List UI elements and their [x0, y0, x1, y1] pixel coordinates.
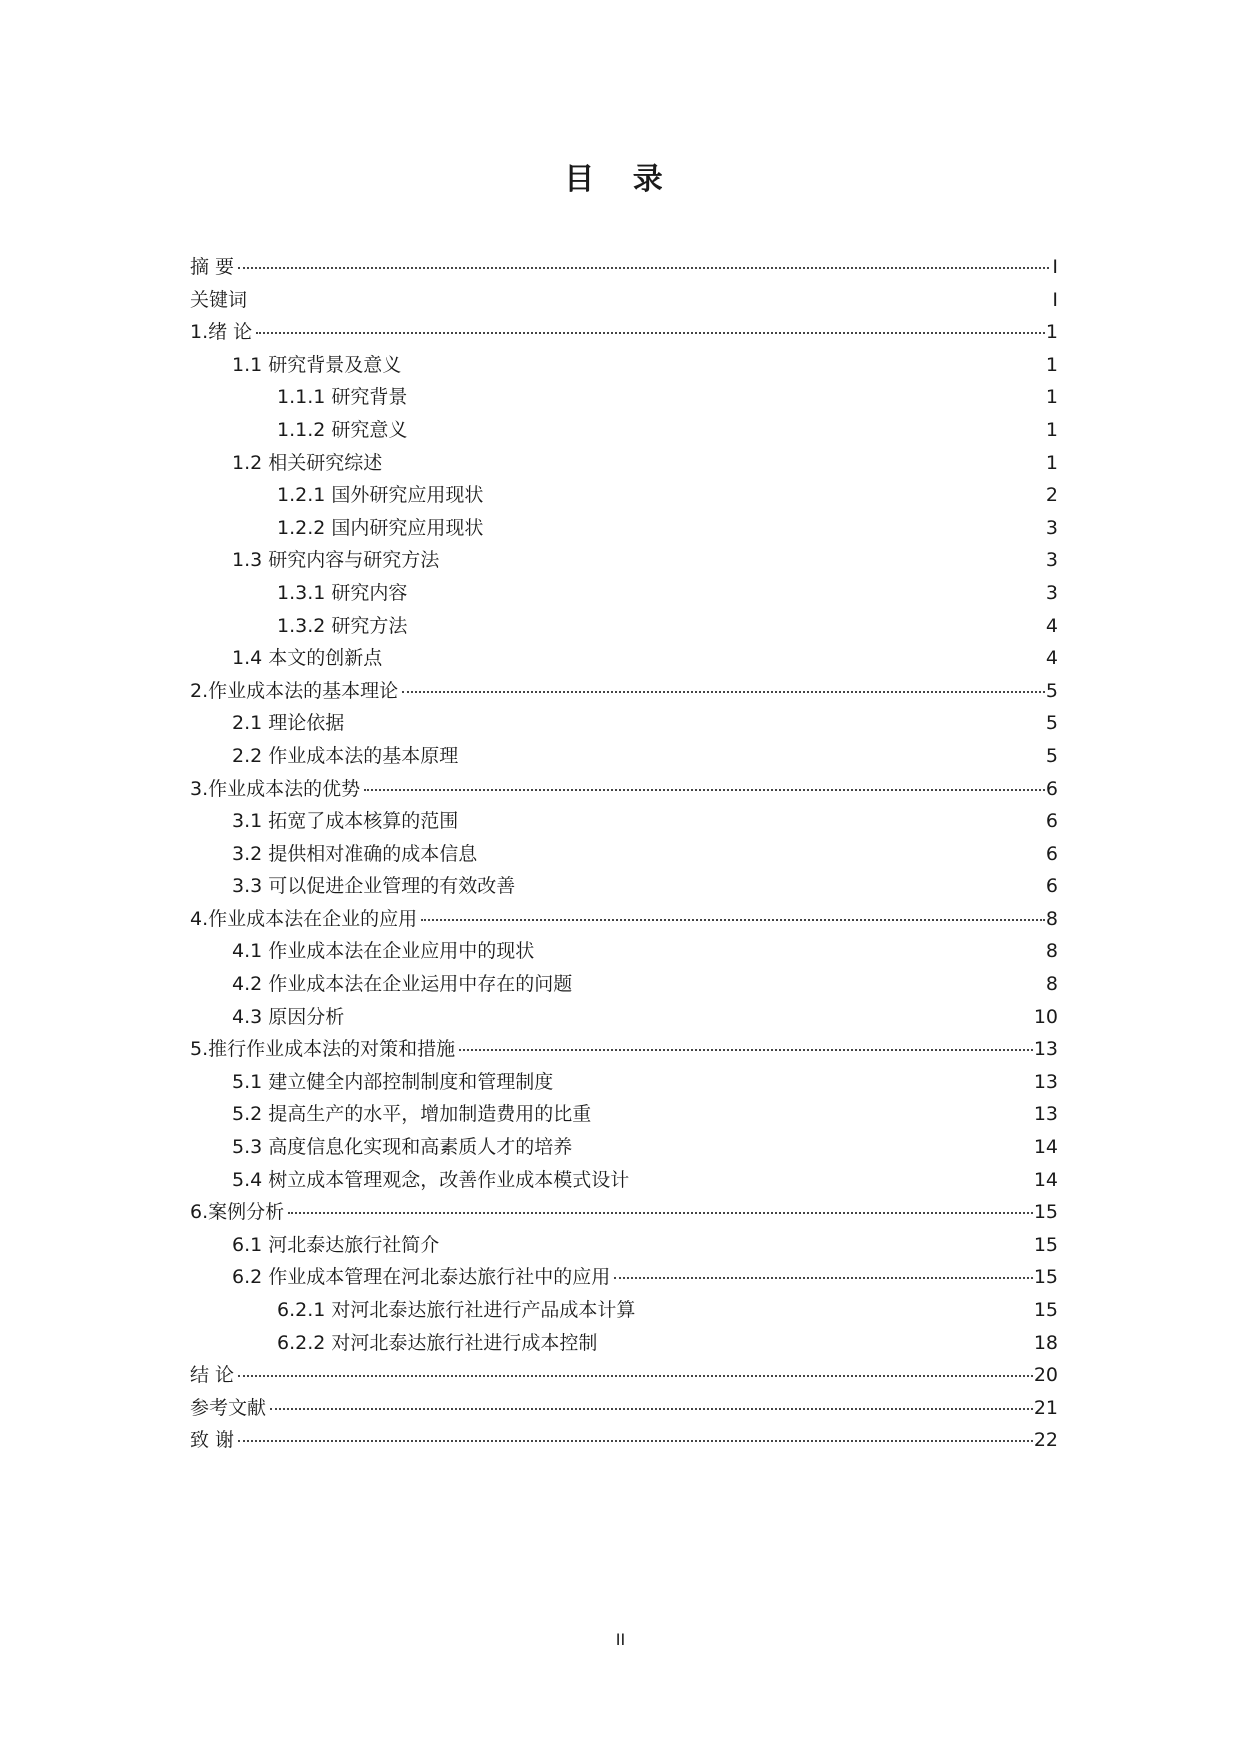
toc-entry-page: 3 — [1045, 549, 1058, 572]
dot-leader — [238, 267, 1049, 269]
toc-entry-page: 5 — [1045, 679, 1058, 702]
toc-entry[interactable] — [190, 610, 1058, 643]
toc-entry-label: 3.1 拓宽了成本核算的范围 — [232, 810, 459, 833]
toc-entry-page: 8 — [1045, 907, 1058, 930]
toc-entry-label: 1.1.2 研究意义 — [277, 418, 408, 441]
toc-entry-page: 6 — [1045, 810, 1058, 833]
toc-entry[interactable] — [190, 381, 1058, 414]
toc-entry[interactable] — [190, 805, 1058, 838]
toc-entry-label: 摘 要 — [190, 256, 235, 278]
toc-entry-label: 1.2.1 国外研究应用现状 — [277, 484, 484, 507]
toc-entry-page: 4 — [1045, 647, 1058, 670]
toc-entry[interactable] — [190, 1229, 1058, 1262]
dot-leader — [270, 1408, 1033, 1410]
toc-entry[interactable] — [190, 1098, 1058, 1131]
toc-entry-page: 1 — [1045, 321, 1058, 344]
toc-entry[interactable] — [190, 675, 1058, 708]
dot-leader — [288, 1212, 1033, 1214]
toc-entry-page: 4 — [1045, 614, 1058, 637]
toc-entry[interactable] — [190, 773, 1058, 806]
toc-entry-label: 4.1 作业成本法在企业应用中的现状 — [232, 940, 535, 963]
toc-entry-label: 1.1 研究背景及意义 — [232, 353, 402, 376]
toc-entry-page: 1 — [1045, 386, 1058, 409]
toc-entry[interactable] — [190, 1327, 1058, 1360]
toc-entry-page: 8 — [1045, 973, 1058, 996]
toc-entry[interactable] — [190, 1033, 1058, 1066]
toc-entry-label: 3.作业成本法的优势 — [190, 777, 361, 800]
toc-entry[interactable] — [190, 1131, 1058, 1164]
toc-entry[interactable] — [190, 642, 1058, 675]
toc-entry-label: 6.2 作业成本管理在河北泰达旅行社中的应用 — [232, 1266, 611, 1289]
toc-entry[interactable] — [190, 1066, 1058, 1099]
toc-entry-label: 1.2 相关研究综述 — [232, 451, 383, 474]
toc-entry-page: 5 — [1045, 712, 1058, 735]
toc-entry-label: 6.2.1 对河北泰达旅行社进行产品成本计算 — [277, 1299, 636, 1321]
toc-entry-page: 20 — [1033, 1364, 1058, 1387]
toc-entry-page: 2 — [1045, 484, 1058, 507]
toc-entry-page: 22 — [1033, 1429, 1058, 1452]
toc-entry[interactable] — [190, 544, 1058, 577]
toc-entry[interactable] — [190, 251, 1058, 284]
toc-entry-page: 15 — [1033, 1299, 1058, 1321]
toc-entry-page: 3 — [1045, 516, 1058, 539]
toc-entry-page: 5 — [1045, 744, 1058, 767]
toc-entry-page: 14 — [1033, 1168, 1058, 1191]
toc-entry[interactable] — [190, 512, 1058, 545]
toc-entry-label: 1.4 本文的创新点 — [232, 647, 383, 670]
page-number: II — [615, 1630, 626, 1649]
toc-entry-page: 1 — [1045, 353, 1058, 376]
dot-leader — [459, 1049, 1033, 1051]
toc-entry-label: 5.推行作业成本法的对策和措施 — [190, 1038, 456, 1061]
toc-entry[interactable] — [190, 1196, 1058, 1229]
toc-entry-page: 15 — [1033, 1266, 1058, 1289]
toc-entry-label: 6.2.2 对河北泰达旅行社进行成本控制 — [277, 1331, 598, 1354]
toc-entry-page: I — [1052, 256, 1058, 278]
toc-entry[interactable] — [190, 1359, 1058, 1392]
table-of-contents — [190, 251, 1058, 1457]
dot-leader — [238, 1440, 1033, 1442]
toc-entry-page: 21 — [1033, 1396, 1058, 1419]
toc-entry[interactable] — [190, 479, 1058, 512]
toc-entry-label: 6.案例分析 — [190, 1201, 285, 1224]
toc-entry[interactable] — [190, 870, 1058, 903]
toc-entry-label: 结 论 — [190, 1364, 235, 1387]
toc-entry-page: 6 — [1045, 842, 1058, 865]
toc-entry-label: 4.3 原因分析 — [232, 1005, 345, 1028]
dot-leader — [421, 919, 1045, 921]
toc-entry-label: 5.4 树立成本管理观念，改善作业成本模式设计 — [232, 1168, 630, 1191]
toc-entry-label: 1.1.1 研究背景 — [277, 386, 408, 409]
toc-entry-label: 2.作业成本法的基本理论 — [190, 679, 399, 702]
toc-entry-page: 6 — [1045, 875, 1058, 898]
toc-entry-page: 1 — [1045, 418, 1058, 441]
toc-entry[interactable] — [190, 1424, 1058, 1457]
toc-entry[interactable] — [190, 1294, 1058, 1327]
toc-entry-label: 1.3.2 研究方法 — [277, 614, 408, 637]
dot-leader — [256, 332, 1045, 334]
toc-entry-page: 14 — [1033, 1136, 1058, 1159]
toc-entry-page: 15 — [1033, 1233, 1058, 1256]
toc-entry-page: 13 — [1033, 1103, 1058, 1126]
toc-entry-page: I — [1052, 288, 1058, 311]
toc-entry[interactable] — [190, 1392, 1058, 1425]
toc-entry-label: 5.2 提高生产的水平，增加制造费用的比重 — [232, 1103, 592, 1126]
toc-entry-label: 4.作业成本法在企业的应用 — [190, 907, 418, 930]
toc-entry[interactable] — [190, 316, 1058, 349]
toc-entry[interactable] — [190, 968, 1058, 1001]
toc-entry-label: 3.3 可以促进企业管理的有效改善 — [232, 875, 516, 898]
toc-entry-page: 10 — [1033, 1005, 1058, 1028]
toc-entry[interactable] — [190, 707, 1058, 740]
toc-entry-label: 6.1 河北泰达旅行社简介 — [232, 1233, 440, 1256]
toc-entry[interactable] — [190, 447, 1058, 480]
toc-title: 目 录 — [564, 162, 677, 197]
toc-entry-page: 15 — [1033, 1201, 1058, 1224]
toc-entry[interactable] — [190, 349, 1058, 382]
dot-leader — [614, 1277, 1033, 1279]
toc-entry-page: 3 — [1045, 581, 1058, 604]
toc-entry[interactable] — [190, 1261, 1058, 1294]
toc-entry[interactable] — [190, 740, 1058, 773]
toc-entry[interactable] — [190, 1164, 1058, 1197]
toc-entry-label: 5.3 高度信息化实现和高素质人才的培养 — [232, 1136, 573, 1159]
toc-entry-label: 5.1 建立健全内部控制制度和管理制度 — [232, 1070, 554, 1093]
toc-entry-label: 1.3.1 研究内容 — [277, 581, 408, 604]
toc-entry-label: 致 谢 — [190, 1429, 235, 1452]
dot-leader — [238, 1375, 1033, 1377]
toc-entry-page: 13 — [1033, 1070, 1058, 1093]
toc-entry[interactable] — [190, 838, 1058, 871]
dot-leader — [364, 789, 1045, 791]
toc-entry-page: 8 — [1045, 940, 1058, 963]
toc-entry-label: 关键词 — [190, 288, 248, 311]
toc-entry[interactable] — [190, 414, 1058, 447]
dot-leader — [402, 691, 1045, 693]
toc-entry[interactable] — [190, 935, 1058, 968]
toc-entry-page: 13 — [1033, 1038, 1058, 1061]
toc-entry-page: 1 — [1045, 451, 1058, 474]
toc-entry-label: 1.绪 论 — [190, 321, 253, 344]
toc-entry[interactable] — [190, 284, 1058, 317]
toc-entry-label: 3.2 提供相对准确的成本信息 — [232, 842, 478, 865]
toc-entry[interactable] — [190, 1001, 1058, 1034]
toc-entry-page: 6 — [1045, 777, 1058, 800]
toc-entry-page: 18 — [1033, 1331, 1058, 1354]
toc-entry-label: 1.2.2 国内研究应用现状 — [277, 516, 484, 539]
toc-entry-label: 4.2 作业成本法在企业运用中存在的问题 — [232, 973, 573, 996]
toc-entry[interactable] — [190, 577, 1058, 610]
toc-entry-label: 2.1 理论依据 — [232, 712, 345, 735]
toc-entry-label: 2.2 作业成本法的基本原理 — [232, 744, 459, 767]
toc-entry-label: 1.3 研究内容与研究方法 — [232, 549, 440, 572]
toc-entry[interactable] — [190, 903, 1058, 936]
toc-entry-label: 参考文献 — [190, 1396, 267, 1419]
